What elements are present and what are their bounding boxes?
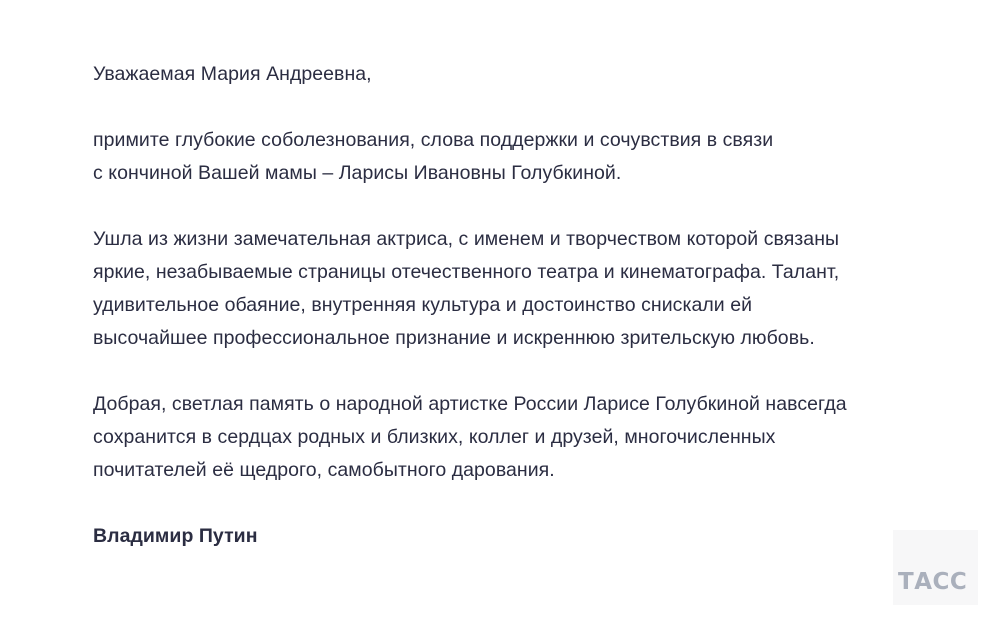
tass-watermark-logo: ТАСС (898, 569, 968, 595)
letter-signature: Владимир Путин (93, 525, 258, 547)
paragraph-3-line: почитателей её щедрого, самобытного дарования. (93, 459, 555, 481)
paragraph-2-line: Ушла из жизни замечательная актриса, с именем и творчеством которой связаны (93, 228, 840, 250)
paragraph-2-line: удивительное обаяние, внутренняя культура и достоинство снискали ей (93, 294, 753, 316)
paragraph-3-line: сохранится в сердцах родных и близких, коллег и друзей, многочисленных (93, 426, 776, 448)
letter-paragraph-2 (93, 223, 893, 355)
paragraph-2-line: яркие, незабываемые страницы отечественного театра и кинематографа. Талант, (93, 261, 840, 283)
letter-paragraph-3 (93, 388, 893, 487)
paragraph-2-line: высочайшее профессиональное признание и искреннюю зрительскую любовь. (93, 327, 815, 349)
paragraph-3-line: Добрая, светлая память о народной артистке России Ларисе Голубкиной навсегда (93, 393, 847, 415)
letter-paragraph-1 (93, 124, 893, 190)
paragraph-1-line: с кончиной Вашей мамы – Ларисы Ивановны Голубкиной. (93, 162, 622, 184)
condolence-letter (93, 58, 893, 553)
paragraph-1-line: примите глубокие соболезнования, слова поддержки и сочувствия в связи (93, 129, 774, 151)
letter-greeting: Уважаемая Мария Андреевна, (93, 63, 372, 85)
